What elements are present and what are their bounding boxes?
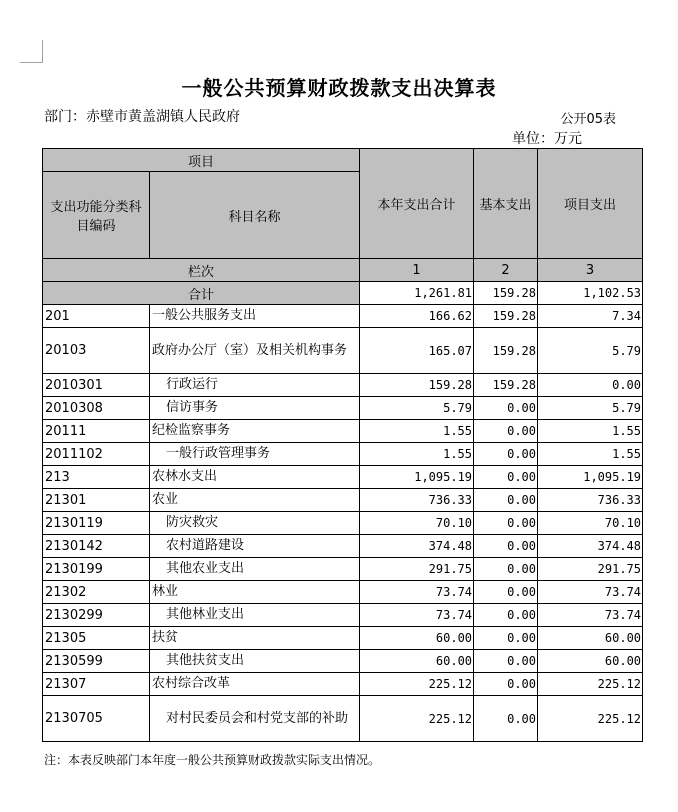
header-item: 项目 — [43, 149, 360, 172]
row-name: 农村综合改革 — [150, 673, 360, 696]
row-basic: 0.00 — [474, 673, 538, 696]
table-row — [43, 627, 643, 650]
table-row — [43, 489, 643, 512]
table-row — [43, 696, 643, 742]
row-name: 对村民委员会和村党支部的补助 — [150, 696, 360, 742]
row-project: 7.34 — [538, 305, 643, 328]
row-name: 纪检监察事务 — [150, 420, 360, 443]
row-total: 5.79 — [360, 397, 474, 420]
table-row — [43, 466, 643, 489]
total-sum: 1,261.81 — [360, 282, 474, 305]
row-code: 2130599 — [43, 650, 150, 673]
row-basic: 0.00 — [474, 558, 538, 581]
header-code: 支出功能分类科目编码 — [43, 172, 150, 259]
row-name: 一般行政管理事务 — [150, 443, 360, 466]
table-row — [43, 397, 643, 420]
row-project: 60.00 — [538, 627, 643, 650]
row-basic: 0.00 — [474, 443, 538, 466]
table-row — [43, 374, 643, 397]
row-total: 165.07 — [360, 328, 474, 374]
header-project: 项目支出 — [538, 149, 643, 259]
row-project: 374.48 — [538, 535, 643, 558]
row-basic: 0.00 — [474, 535, 538, 558]
row-code: 21302 — [43, 581, 150, 604]
row-basic: 0.00 — [474, 420, 538, 443]
row-code: 2130705 — [43, 696, 150, 742]
row-basic: 0.00 — [474, 604, 538, 627]
table-row — [43, 512, 643, 535]
row-name: 农业 — [150, 489, 360, 512]
row-name: 其他农业支出 — [150, 558, 360, 581]
header-col-index-2: 2 — [474, 259, 538, 282]
row-name: 政府办公厅（室）及相关机构事务 — [150, 328, 360, 374]
row-basic: 0.00 — [474, 512, 538, 535]
page-corner-mark — [20, 40, 43, 63]
total-row — [43, 282, 643, 305]
row-code: 2011102 — [43, 443, 150, 466]
footnote: 注：本表反映部门本年度一般公共预算财政拨款实际支出情况。 — [44, 753, 381, 767]
row-project: 70.10 — [538, 512, 643, 535]
row-basic: 0.00 — [474, 627, 538, 650]
row-name: 其他林业支出 — [150, 604, 360, 627]
row-name: 农村道路建设 — [150, 535, 360, 558]
row-code: 20103 — [43, 328, 150, 374]
row-total: 1.55 — [360, 443, 474, 466]
report-title: 一般公共预算财政拨款支出决算表 — [181, 76, 497, 100]
row-name: 信访事务 — [150, 397, 360, 420]
row-basic: 0.00 — [474, 489, 538, 512]
row-project: 0.00 — [538, 374, 643, 397]
row-basic: 0.00 — [474, 397, 538, 420]
row-basic: 0.00 — [474, 696, 538, 742]
table-row — [43, 581, 643, 604]
header-name: 科目名称 — [150, 172, 360, 259]
row-project: 736.33 — [538, 489, 643, 512]
header-total: 本年支出合计 — [360, 149, 474, 259]
row-total: 225.12 — [360, 696, 474, 742]
row-name: 行政运行 — [150, 374, 360, 397]
total-project: 1,102.53 — [538, 282, 643, 305]
row-name: 扶贫 — [150, 627, 360, 650]
expenditure-table — [42, 148, 643, 742]
row-basic: 0.00 — [474, 466, 538, 489]
row-basic: 0.00 — [474, 581, 538, 604]
table-header — [43, 149, 643, 282]
row-project: 60.00 — [538, 650, 643, 673]
row-name: 一般公共服务支出 — [150, 305, 360, 328]
row-project: 73.74 — [538, 581, 643, 604]
row-basic: 159.28 — [474, 374, 538, 397]
row-total: 374.48 — [360, 535, 474, 558]
table-row — [43, 443, 643, 466]
row-project: 5.79 — [538, 397, 643, 420]
row-project: 291.75 — [538, 558, 643, 581]
row-total: 736.33 — [360, 489, 474, 512]
row-total: 225.12 — [360, 673, 474, 696]
row-total: 159.28 — [360, 374, 474, 397]
row-total: 70.10 — [360, 512, 474, 535]
total-basic: 159.28 — [474, 282, 538, 305]
row-total: 1,095.19 — [360, 466, 474, 489]
total-label: 合计 — [43, 282, 360, 305]
table-body — [43, 282, 643, 742]
row-name: 林业 — [150, 581, 360, 604]
row-code: 2130142 — [43, 535, 150, 558]
table-row — [43, 328, 643, 374]
row-project: 1,095.19 — [538, 466, 643, 489]
unit-label: 单位：万元 — [512, 131, 582, 147]
row-code: 2130299 — [43, 604, 150, 627]
row-code: 213 — [43, 466, 150, 489]
row-code: 2130199 — [43, 558, 150, 581]
row-total: 291.75 — [360, 558, 474, 581]
row-basic: 0.00 — [474, 650, 538, 673]
row-basic: 159.28 — [474, 328, 538, 374]
table-row — [43, 535, 643, 558]
table-row — [43, 650, 643, 673]
row-name: 防灾救灾 — [150, 512, 360, 535]
row-code: 21301 — [43, 489, 150, 512]
row-total: 166.62 — [360, 305, 474, 328]
row-total: 73.74 — [360, 581, 474, 604]
row-basic: 159.28 — [474, 305, 538, 328]
row-project: 225.12 — [538, 673, 643, 696]
row-project: 1.55 — [538, 443, 643, 466]
row-code: 21307 — [43, 673, 150, 696]
row-code: 2130119 — [43, 512, 150, 535]
row-code: 2010301 — [43, 374, 150, 397]
header-col-index-label: 栏次 — [43, 259, 360, 282]
row-name: 其他扶贫支出 — [150, 650, 360, 673]
row-code: 21305 — [43, 627, 150, 650]
table-row — [43, 558, 643, 581]
header-col-index-1: 1 — [360, 259, 474, 282]
row-code: 201 — [43, 305, 150, 328]
header-basic: 基本支出 — [474, 149, 538, 259]
row-total: 60.00 — [360, 650, 474, 673]
department-label: 部门：赤壁市黄盖湖镇人民政府 — [44, 109, 240, 125]
row-project: 1.55 — [538, 420, 643, 443]
row-project: 73.74 — [538, 604, 643, 627]
row-total: 73.74 — [360, 604, 474, 627]
row-total: 60.00 — [360, 627, 474, 650]
row-project: 225.12 — [538, 696, 643, 742]
table-row — [43, 420, 643, 443]
header-col-index-3: 3 — [538, 259, 643, 282]
table-row — [43, 305, 643, 328]
row-code: 2010308 — [43, 397, 150, 420]
row-code: 20111 — [43, 420, 150, 443]
row-total: 1.55 — [360, 420, 474, 443]
form-number: 公开05表 — [560, 112, 616, 127]
row-project: 5.79 — [538, 328, 643, 374]
row-name: 农林水支出 — [150, 466, 360, 489]
table-row — [43, 604, 643, 627]
table-row — [43, 673, 643, 696]
